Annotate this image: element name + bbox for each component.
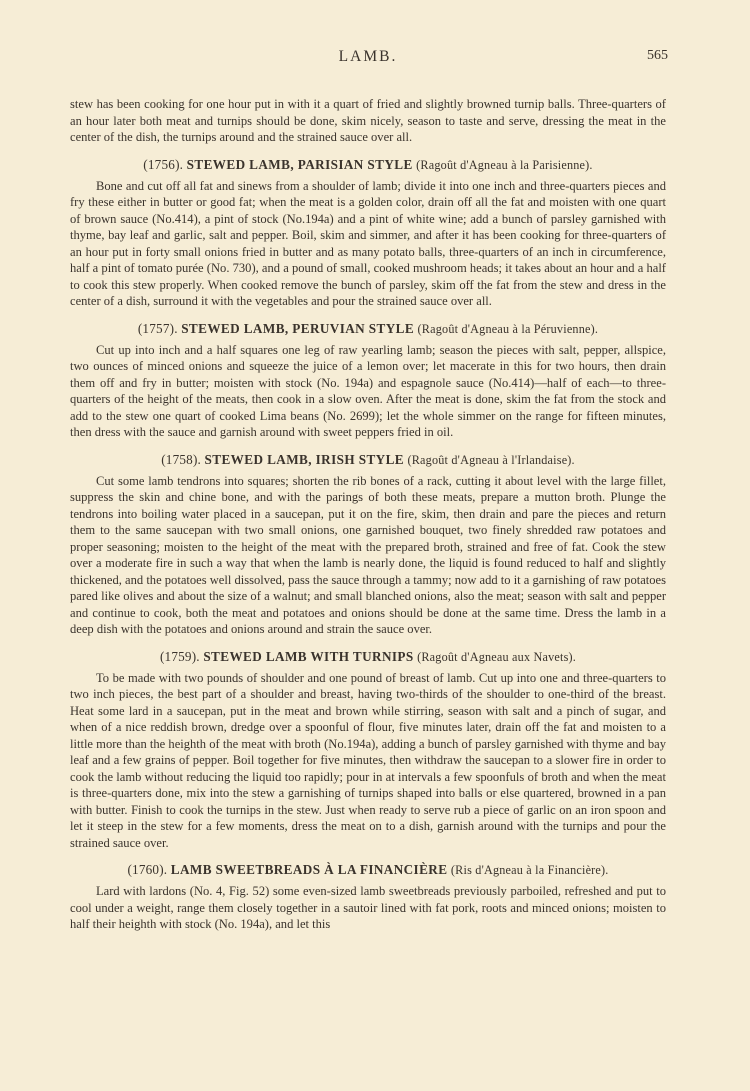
recipe-heading [70,649,666,665]
recipe-heading [70,452,666,468]
recipe-body: To be made with two pounds of shoulder and one pound of breast of lamb. Cut up into one and three-quarters to two inch pieces, the best part of a shoulder and breast, having two-thirds of the shoulder to one-third of the breast. Heat some lard in a saucepan, put in the meat and brown while stirring, season with salt and a pinch of sugar, and when of a nice reddish brown, dredge over a spoonful of flour, five minutes later, drain off the fat and moisten to a little more than the heighth of the meat with broth (No.194a), adding a bunch of parsley garnished with thyme and bay leaf and a few grains of pepper. Boil together for five minutes, then withdraw the saucepan to a slower fire in order to cook the lamb without reducing the liquid too rapidly; pour in at intervals a few spoonfuls of broth and when the meat is three-quarters done, mix into the stew a garnishing of turnips shaped into balls or else quartered, browned in a pan with butter. Finish to cook the turnips in the stew. Just when ready to serve rub a piece of garlic on an iron spoon and let it steep in the stew for a few moments, dress the meat on to a dish, garnish around with the turnips and pour the strained sauce over. [70,670,666,850]
recipe-body: Cut up into inch and a half squares one leg of raw yearling lamb; season the pieces with salt, pepper, allspice, two ounces of minced onions and squeeze the juice of a lemon over; let macerate in this for two hours, then drain them off and fry in butter; moisten with stock (No. 194a) and espagnole sauce (No.414)—half of each—to three-quarters of the height of the meats, then cook in a slow oven. After the meat is done, skim the fat from the stock and add to the stew one quart of cooked Lima beans (No. 2699); let the whole simmer on the range for fifteen minutes, then dress with the sauce and garnish around with sweet peppers fried in oil. [70,342,666,439]
recipe-1759 [70,649,666,852]
recipe-french-title: (Ris d'Agneau à la Financière). [450,863,609,877]
running-header [70,48,666,76]
recipe-body: Cut some lamb tendrons into squares; shorten the rib bones of a rack, cutting it about level with the large fillet, suppress the skin and chine bone, and with the parings of both these meats, prepare a mutton broth. Plunge the tendrons into boiling water placed in a saucepan, put it on the fire, skim, then drain and pare the pieces and return them to the same saucepan with two small onions, one garnished bouquet, two finely shredded raw potatoes and proper seasoning; moisten to the height of the meat with the prepared broth, strained and free of fat. Cook the stew over a moderate fire in such a way that when the lamb is nearly done, the liquid is found reduced to half and slightly thickened, and the potatoes well dissolved, pass the sauce through a tammy; now add to it a garnishing of raw potatoes pared like olives and about the size of a walnut; and small blanched onions, also the meat; season with salt and pepper and continue to cook, both the meat and potatoes and onions should be done at the same time. Dress the lamb in a deep dish with the potatoes and onions around and strain the sauce over. [70,473,666,636]
recipe-1756 [70,157,666,310]
recipe-title: LAMB SWEETBREADS À LA FINANCIÈRE [170,862,448,877]
recipe-1758 [70,452,666,638]
recipe-heading [70,862,666,878]
recipe-number: (1757). [137,320,178,336]
recipe-heading [70,157,666,173]
intro-paragraph: stew has been cooking for one hour put in with it a quart of fried and slightly browned turnip balls. Three-quarters of an hour later both meat and turnips should be done, skim nicely, season to taste and serve, dressing the meat in the center of the dish, the turnips around and the strained sauce over all. [70,97,666,144]
recipe-french-title: (Ragoût d'Agneau à la Péruvienne). [417,321,599,336]
recipe-number: (1759). [159,648,200,664]
recipe-french-title: (Ragoût d'Agneau à la Parisienne). [416,157,593,172]
recipe-french-title: (Ragoût d'Agneau aux Navets). [417,649,577,664]
recipe-1760 [70,862,666,933]
recipe-1757 [70,321,666,441]
page-number: 565 [647,48,668,63]
recipe-title: STEWED LAMB WITH TURNIPS [203,648,414,664]
recipe-heading [70,321,666,337]
recipe-title: STEWED LAMB, IRISH STYLE [204,451,404,467]
recipe-number: (1758). [161,451,202,467]
page-title: LAMB. [338,48,398,65]
recipe-title: STEWED LAMB, PERUVIAN STYLE [181,320,415,336]
recipe-number: (1760). [127,862,168,877]
recipe-number: (1756). [143,156,184,172]
recipe-french-title: (Ragoût d'Agneau à l'Irlandaise). [407,452,575,467]
recipe-body: Lard with lardons (No. 4, Fig. 52) some even-sized lamb sweetbreads previously parboiled, refreshed and put to cool under a weight, range them closely together in a sautoir lined with fat pork, roots and minced onions; moisten to half their heighth with stock (No. 194a), and let this [70,884,666,931]
recipe-title: STEWED LAMB, PARISIAN STYLE [186,156,413,172]
recipe-body: Bone and cut off all fat and sinews from a shoulder of lamb; divide it into one inch and three-quarters pieces and fry these either in butter or good fat; when the meat is a golden color, drain off all the fat and moisten with one quart of brown sauce (No.414), a pint of stock (No.194a) and a pint of white wine; add a bunch of parsley garnished with thyme, bay leaf and garlic, salt and pepper. Boil, skim and simmer, and after it has been cooking for three-quarters of an hour put in forty small onions fried in butter and as many potato balls, three-quarters of an inch in circumference, half a pint of tomato purée (No. 730), and a pound of small, cooked mushroom heads; it takes about an hour and a half to cook this stew properly. When cooked remove the bunch of parsley, skim off the fat from the stew and dress in the center of a dish, surround it with the vegetables and pour the strained sauce over all. [70,178,666,308]
